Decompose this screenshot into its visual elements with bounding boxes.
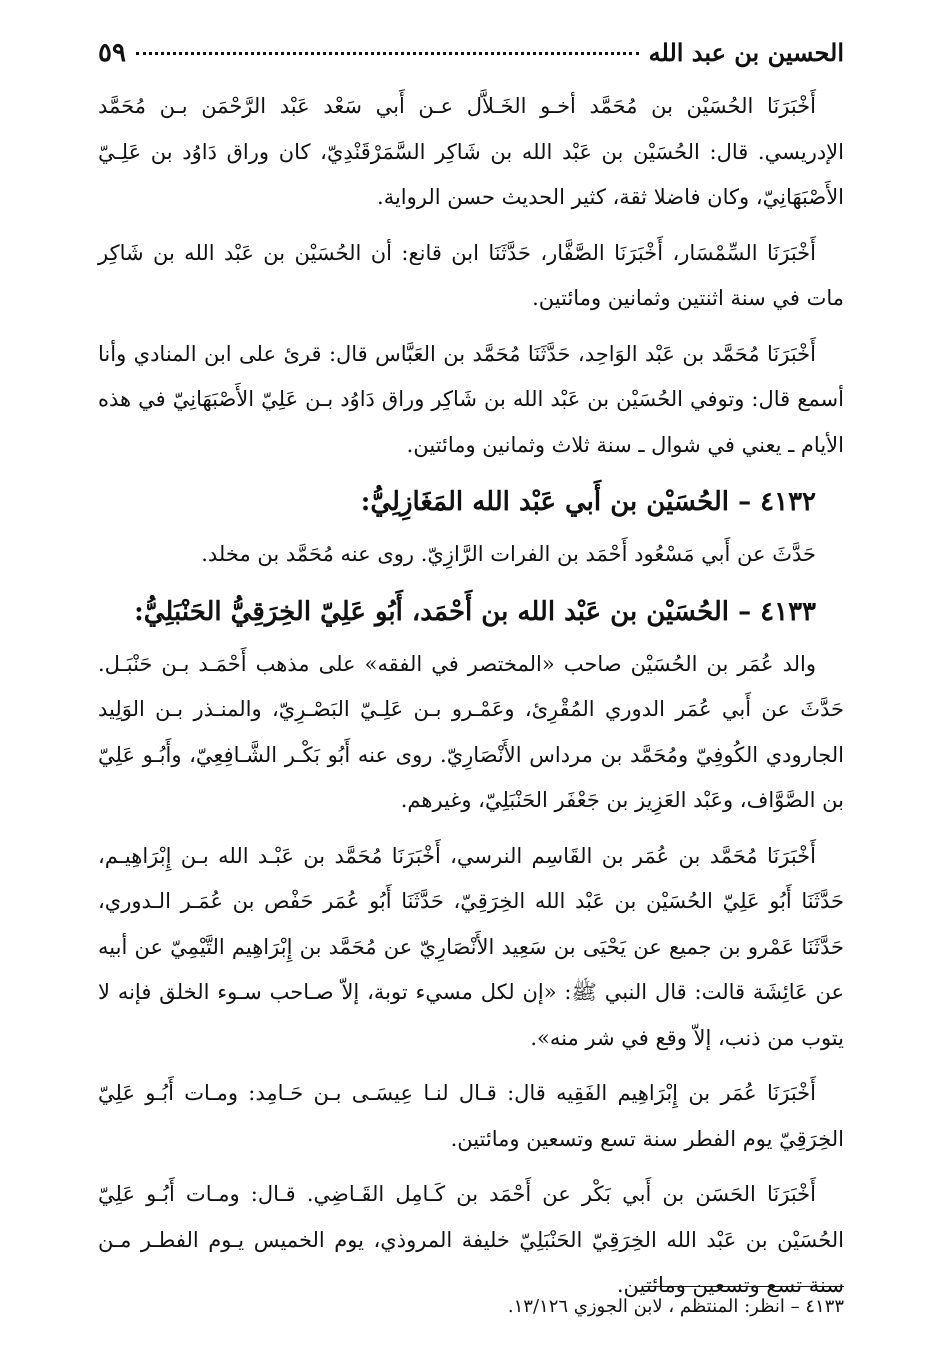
footnote-divider — [644, 1286, 844, 1287]
running-title: الحسين بن عبد الله — [648, 38, 844, 67]
paragraph-1: أَخْبَرَنَا الحُسَيْن بن مُحَمَّد أخـو الخَـلاَّل عـن أَبي سَعْد عَبْد الرَّحْمَن بـن مُحَمَّد الإدريسي. قال: الحُسَيْن بن عَبْد الله بن شَاكِر السَّمَرْقَنْدِيّ، كان وراق دَاوُد بن عَلِـيّ الأَصْبَهَانِيّ، وكان فاضلا ثقة، كثير الحديث حسن الرواية. — [98, 94, 844, 209]
paragraph-4: حَدَّثَ عن أَبي مَسْعُود أَحْمَد بن الفرات الرَّازِيّ. روى عنه مُحَمَّد بن مخلد. — [201, 542, 816, 566]
page-body — [98, 84, 844, 1319]
entry-heading-4133: ٤١٣٣ – الحُسَيْن بن عَبْد الله بن أَحْمَد، أَبُو عَلِيّ الخِرَقِيُّ الحَنْبَلِيُّ: — [134, 596, 816, 627]
paragraph-7: أَخْبَرَنَا عُمَر بن إِبْرَاهِيم الفَقِيه قال: قـال لنـا عِيسَـى بـن حَـامِد: ومـات أَبُـو عَلِيّ الخِرَقِيّ يوم الفطر سنة تسع وتسعين ومائتين. — [98, 1081, 844, 1151]
running-header — [98, 38, 844, 78]
dotted-leader — [136, 52, 639, 55]
entry-heading-4132: ٤١٣٢ – الحُسَيْن بن أَبي عَبْد الله المَغَازِلِيُّ: — [360, 487, 816, 517]
paragraph-6: أَخْبَرَنَا مُحَمَّد بن عُمَر بن القَاسِم النرسي، أَخْبَرَنَا مُحَمَّد بن عَبْـد الله بـن إِبْرَاهِيـم، حَدَّثَنَا أَبُو عَلِيّ الحُسَيْن بن عَبْد الله الخِرَقِيّ، حَدَّثَنَا أَبُو عُمَر حَفْص بن عُمَـر الـدوري، حَدَّثَنَا عَمْرو بن جميع عن يَحْيَى بن سَعِيد الأَنْصَارِيّ عن مُحَمَّد بن إِبْرَاهِيم التَّيْمِيّ عن أبيه عن عَائِشَة قالت: قال النبي ﷺ: «إن لكل مسيء توبة، إلاّ صـاحب سـوء الخلق فإنه لا يتوب من ذنب، إلاّ وقع في شر منه». — [98, 843, 844, 1050]
footnote: ٤١٣٣ – انظر: المنتظم ، لابن الجوزي ١٣/١٢٦. — [507, 1296, 844, 1317]
page-number: ٥٩ — [98, 38, 126, 68]
paragraph-2: أَخْبَرَنَا السِّمْسَار، أَخْبَرَنَا الصَّفَّار، حَدَّثَنَا ابن قانع: أن الحُسَيْن بن عَبْد الله بن شَاكِر مات في سنة اثنتين وثمانين ومائتين. — [98, 240, 844, 310]
paragraph-3: أَخْبَرَنَا مُحَمَّد بن عَبْد الوَاحِد، حَدَّثَنَا مُحَمَّد بن العَبَّاس قال: قرئ على ابن المنادي وأنا أسمع قال: وتوفي الحُسَيْن بن عَبْد الله بن شَاكِر وراق دَاوُد بـن عَلِيّ الأَصْبَهَانِيّ في هذه الأيام ـ يعني في شوال ـ سنة ثلاث وثمانين ومائتين. — [98, 341, 844, 457]
paragraph-5: والد عُمَر بن الحُسَيْن صاحب «المختصر في الفقه» على مذهب أَحْمَـد بـن حَنْبَـل. حَدَّثَ عن أَبي عُمَر الدوري المُقْرِئ، وعَمْـرو بـن عَلِـيّ البَصْـرِيّ، والمنـذر بـن الوَلِيد الجارودي الكُوفِيّ ومُحَمَّد بن مرداس الأَنْصَارِيّ. روى عنه أَبُو بَكْـر الشَّـافِعِيّ، وأَبُـو عَلِيّ بن الصَّوَّاف، وعَبْد العَزِيز بن جَعْفَر الحَنْبَلِيّ، وغيرهم. — [98, 651, 844, 812]
paragraph-8: أَخْبَرَنَا الحَسَن بن أَبي بَكْر عن أَحْمَد بن كَـامِل القَـاضِي. قـال: ومـات أَبُـو عَلِيّ الحُسَيْن بن عَبْد الله الخِرَقِيّ الحَنْبَلِيّ خليفة المروذي، يوم الخميس يـوم الفطـر مـن سنة تسع وتسعين ومائتين. — [98, 1182, 844, 1297]
